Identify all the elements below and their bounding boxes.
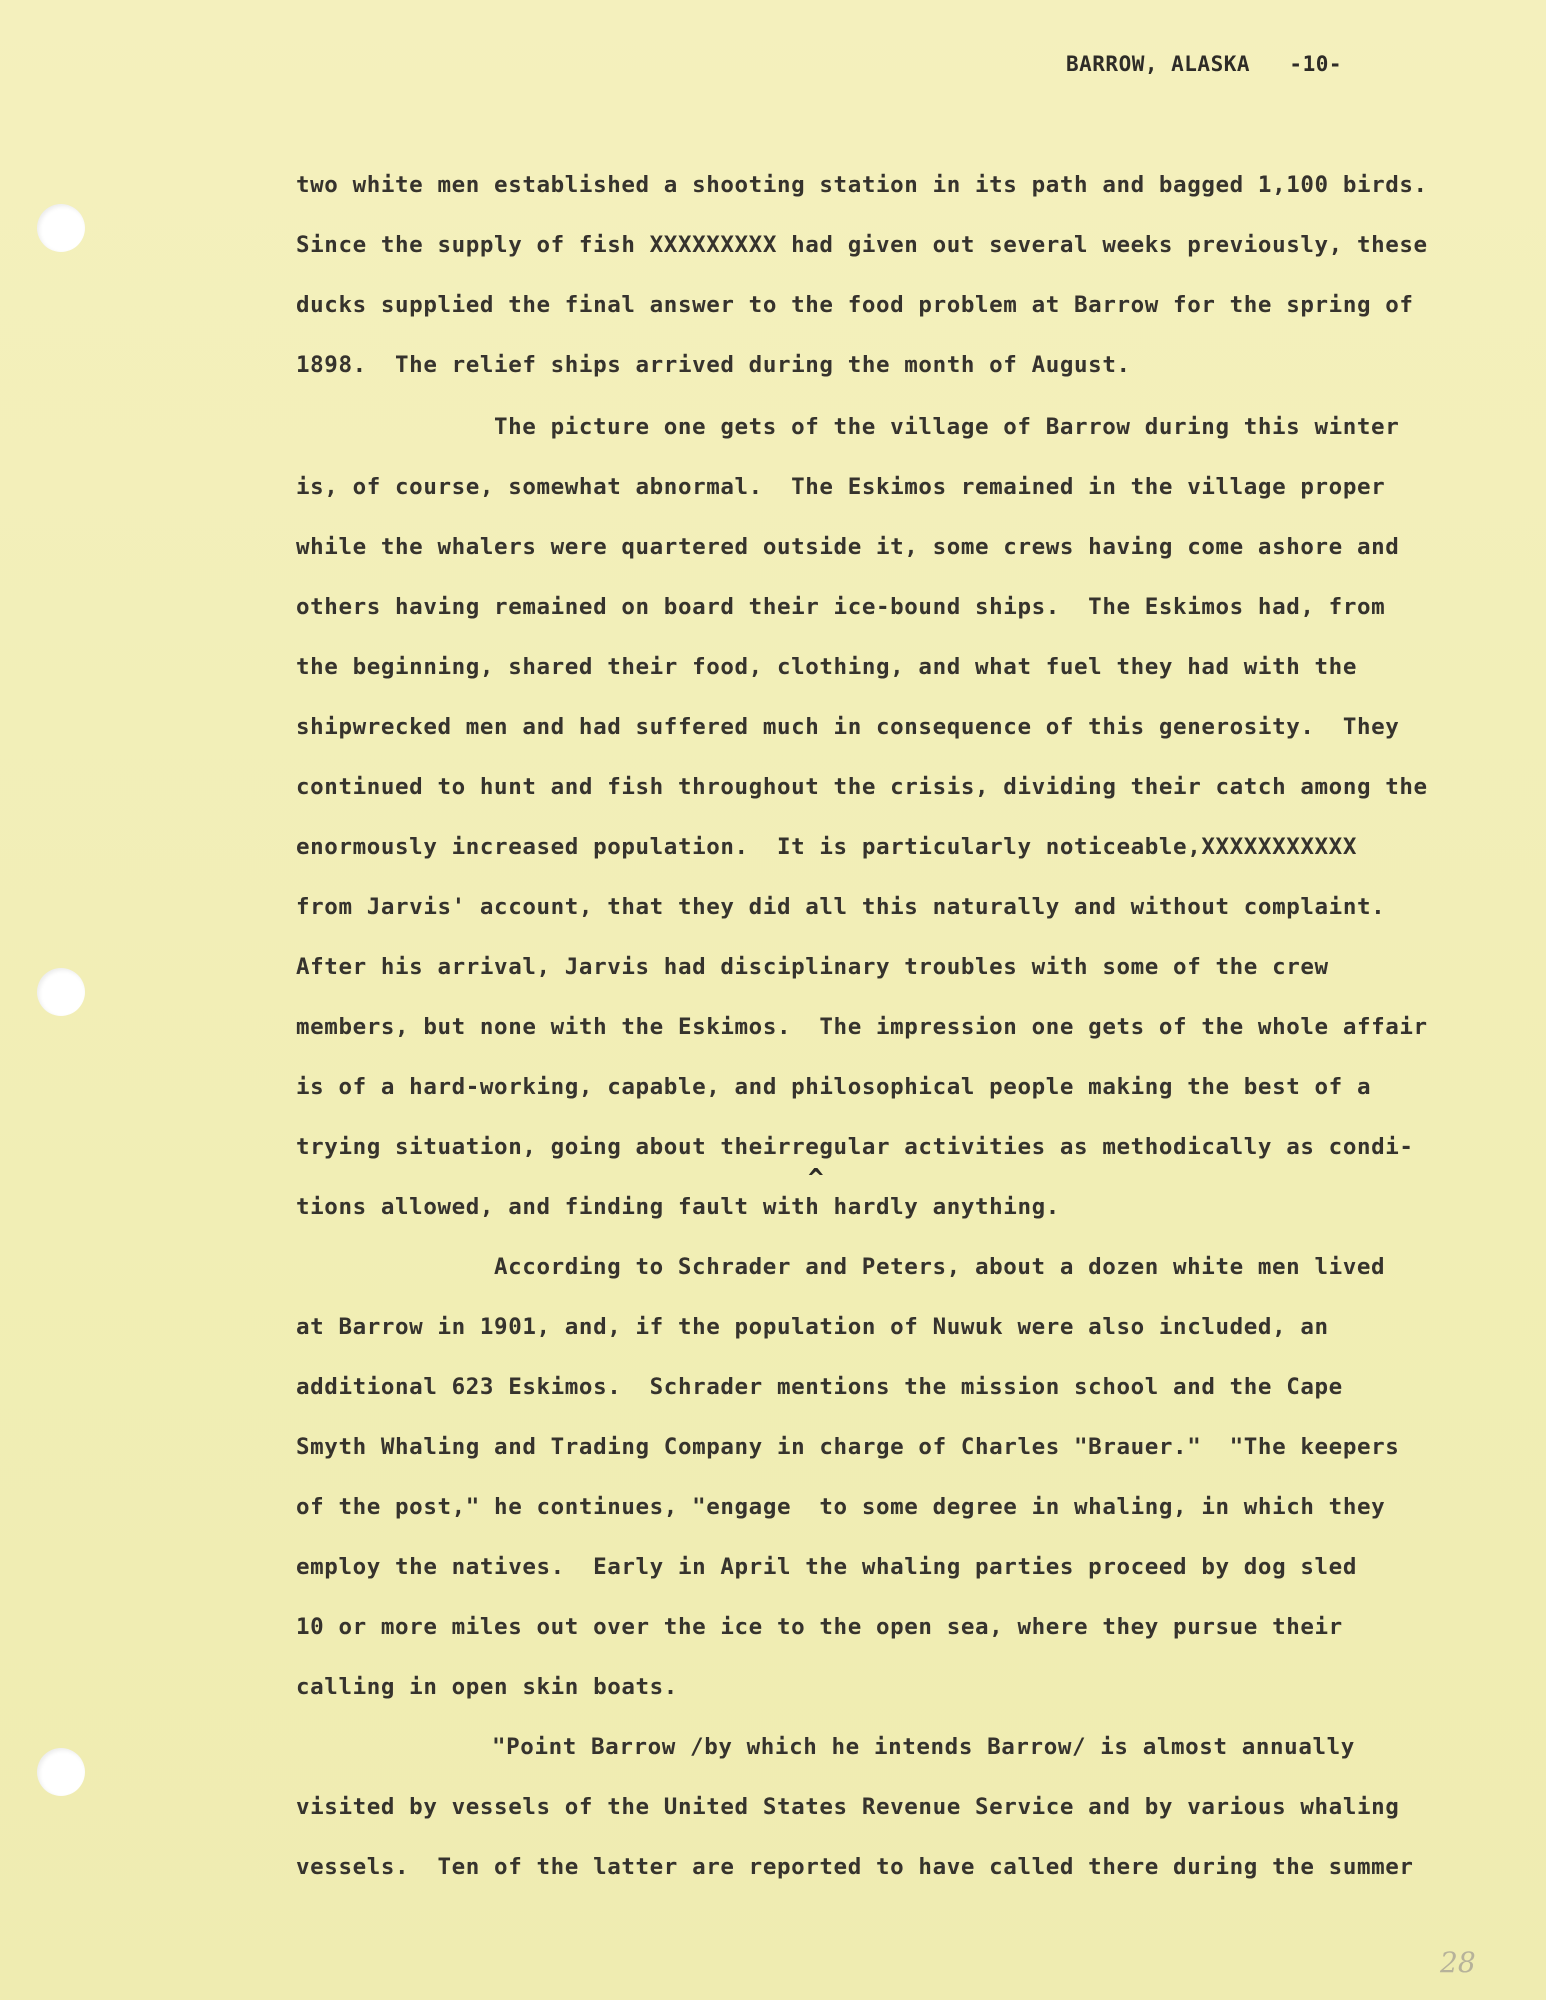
text-line: of the post," he continues, "engage to some degree in whaling, in which they	[296, 1494, 1386, 1520]
running-header: BARROW, ALASKA -10-	[1066, 52, 1343, 76]
binder-hole-top	[37, 204, 85, 252]
text-line: enormously increased population. It is particularly noticeable,XXXXXXXXXXX	[296, 834, 1357, 860]
text-line: After his arrival, Jarvis had disciplinary troubles with some of the crew	[296, 954, 1329, 980]
text-line: Smyth Whaling and Trading Company in charge of Charles "Brauer." "The keepers	[296, 1434, 1400, 1460]
text-line: tions allowed, and finding fault with hardly anything.	[296, 1194, 1060, 1220]
text-line: 1898. The relief ships arrived during the month of August.	[296, 352, 1131, 378]
text-line: calling in open skin boats.	[296, 1674, 678, 1700]
text-line: additional 623 Eskimos. Schrader mentions the mission school and the Cape	[296, 1374, 1343, 1400]
text-line: is, of course, somewhat abnormal. The Eskimos remained in the village proper	[296, 474, 1386, 500]
text-line: ducks supplied the final answer to the food problem at Barrow for the spring of	[296, 292, 1414, 318]
text-line: continued to hunt and fish throughout the crisis, dividing their catch among the	[296, 774, 1428, 800]
text-line: According to Schrader and Peters, about a dozen white men lived	[494, 1254, 1386, 1280]
text-line: is of a hard-working, capable, and philosophical people making the best of a	[296, 1074, 1372, 1100]
text-line: The picture one gets of the village of Barrow during this winter	[494, 414, 1400, 440]
handwritten-page-number: 28	[1440, 1946, 1476, 1979]
text-line: while the whalers were quartered outside it, some crews having come ashore and	[296, 534, 1400, 560]
text-line: "Point Barrow /by which he intends Barrow/ is almost annually	[492, 1734, 1355, 1760]
text-line: members, but none with the Eskimos. The impression one gets of the whole affair	[296, 1014, 1428, 1040]
text-line: trying situation, going about theirregular activities as methodically as condi-	[296, 1134, 1414, 1160]
text-line: the beginning, shared their food, clothing, and what fuel they had with the	[296, 654, 1357, 680]
text-line: Since the supply of fish XXXXXXXXX had given out several weeks previously, these	[296, 232, 1428, 258]
insertion-caret-mark: ^	[808, 1164, 824, 1194]
text-line: shipwrecked men and had suffered much in consequence of this generosity. They	[296, 714, 1400, 740]
text-line: vessels. Ten of the latter are reported to have called there during the summer	[296, 1854, 1414, 1880]
text-line: from Jarvis' account, that they did all this naturally and without complaint.	[296, 894, 1386, 920]
text-line: others having remained on board their ice-bound ships. The Eskimos had, from	[296, 594, 1386, 620]
text-line: at Barrow in 1901, and, if the population of Nuwuk were also included, an	[296, 1314, 1329, 1340]
binder-hole-middle	[37, 968, 85, 1016]
text-line: employ the natives. Early in April the whaling parties proceed by dog sled	[296, 1554, 1357, 1580]
text-line: two white men established a shooting station in its path and bagged 1,100 birds.	[296, 172, 1428, 198]
text-line: 10 or more miles out over the ice to the open sea, where they pursue their	[296, 1614, 1343, 1640]
text-line: visited by vessels of the United States Revenue Service and by various whaling	[296, 1794, 1400, 1820]
binder-hole-bottom	[37, 1748, 85, 1796]
